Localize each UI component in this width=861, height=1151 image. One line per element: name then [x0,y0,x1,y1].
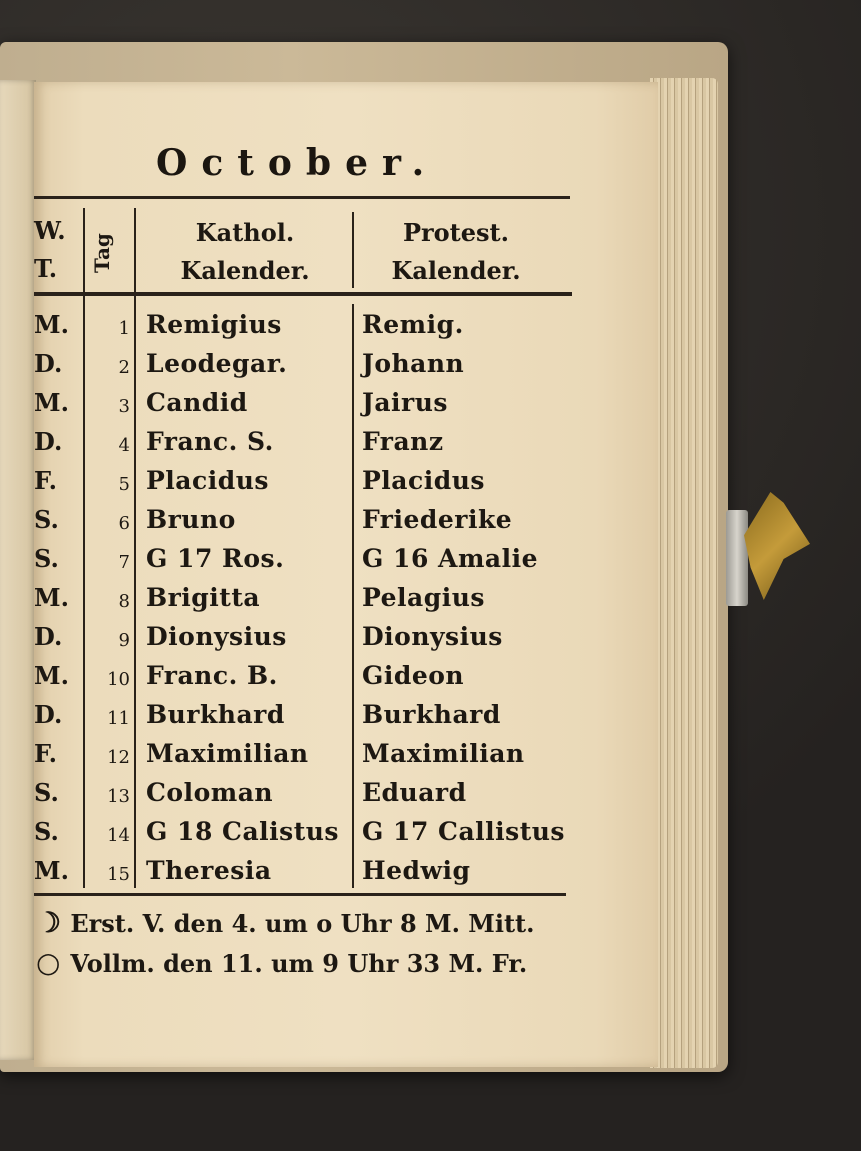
weekday-cell: S. [34,505,59,534]
day-cell: 11 [107,708,130,729]
weekday-cell: D. [34,700,63,729]
protestant-cell: Pelagius [362,583,485,612]
protestant-cell: Eduard [362,778,467,807]
catholic-cell: Remigius [146,310,282,339]
table-row [0,617,660,656]
protestant-cell: Remig. [362,310,464,339]
day-cell: 2 [118,357,130,378]
weekday-cell: S. [34,544,59,573]
catholic-cell: Bruno [146,505,236,534]
protestant-cell: Friederike [362,505,513,534]
day-cell: 15 [107,864,130,885]
protestant-cell: Placidus [362,466,485,495]
day-cell: 4 [118,435,130,456]
full-moon-icon: ○ [36,946,61,979]
catholic-cell: Theresia [146,856,272,885]
day-cell: 10 [107,669,130,690]
protestant-cell: Maximilian [362,739,525,768]
catholic-cell: Franc. B. [146,661,278,690]
table-row [0,305,660,344]
catholic-cell: Placidus [146,466,269,495]
day-cell: 6 [118,513,130,534]
moon-phase-first-quarter [36,906,535,939]
crescent-moon-icon: ☽ [36,906,62,939]
weekday-cell: M. [34,388,69,417]
table-row [0,383,660,422]
column-rule-calendars [352,212,354,288]
weekday-cell: S. [34,778,59,807]
table-row [0,734,660,773]
weekday-cell: S. [34,817,59,846]
day-cell: 12 [107,747,130,768]
protestant-header-1: Protest. [402,218,509,247]
catholic-cell: G 18 Calistus [146,817,340,846]
catholic-header-2: Kalender. [180,256,310,285]
catholic-cell: Candid [146,388,248,417]
moon-phase-text: Vollm. den 11. um 9 Uhr 33 M. Fr. [70,949,528,978]
protestant-cell: G 17 Callistus [362,817,566,846]
day-cell: 1 [118,318,130,339]
day-cell: 7 [118,552,130,573]
catholic-cell: Franc. S. [146,427,274,456]
table-row [0,695,660,734]
protestant-cell: G 16 Amalie [362,544,538,573]
weekday-cell: M. [34,661,69,690]
catholic-header-1: Kathol. [195,218,295,247]
header-top-rule [34,196,570,199]
catholic-cell: Leodegar. [146,349,288,378]
weekday-cell: F. [34,466,57,495]
catholic-cell: Burkhard [146,700,285,729]
table-row [0,851,660,890]
weekday-cell: M. [34,583,69,612]
table-row [0,773,660,812]
weekday-cell: D. [34,349,63,378]
protestant-cell: Johann [362,349,465,378]
catholic-cell: G 17 Ros. [146,544,285,573]
catholic-cell: Maximilian [146,739,309,768]
day-cell: 9 [118,630,130,651]
protestant-cell: Burkhard [362,700,501,729]
catholic-cell: Coloman [146,778,274,807]
header-bottom-rule [34,292,572,296]
weekday-cell: M. [34,856,69,885]
day-cell: 5 [118,474,130,495]
table-row [0,578,660,617]
catholic-cell: Dionysius [146,622,287,651]
protestant-cell: Hedwig [362,856,471,885]
day-cell: 8 [118,591,130,612]
weekday-header-2: T. [34,254,58,283]
table-row [0,539,660,578]
weekday-cell: F. [34,739,57,768]
table-row [0,812,660,851]
moon-phase-full-moon [36,946,527,979]
protestant-cell: Gideon [362,661,465,690]
catholic-cell: Brigitta [146,583,261,612]
weekday-cell: D. [34,427,63,456]
weekday-cell: D. [34,622,63,651]
weekday-cell: M. [34,310,69,339]
weekday-header-1: W. [34,216,66,245]
table-row [0,656,660,695]
protestant-header-2: Kalender. [391,256,521,285]
protestant-cell: Jairus [362,388,448,417]
moon-phase-text: Erst. V. den 4. um o Uhr 8 M. Mitt. [70,909,535,938]
day-header: Tag [90,233,114,273]
day-cell: 13 [107,786,130,807]
month-title: October. [156,142,439,184]
day-cell: 14 [107,825,130,846]
table-row [0,461,660,500]
day-cell: 3 [118,396,130,417]
table-row [0,422,660,461]
protestant-cell: Dionysius [362,622,503,651]
table-row [0,500,660,539]
table-row [0,344,660,383]
protestant-cell: Franz [362,427,444,456]
